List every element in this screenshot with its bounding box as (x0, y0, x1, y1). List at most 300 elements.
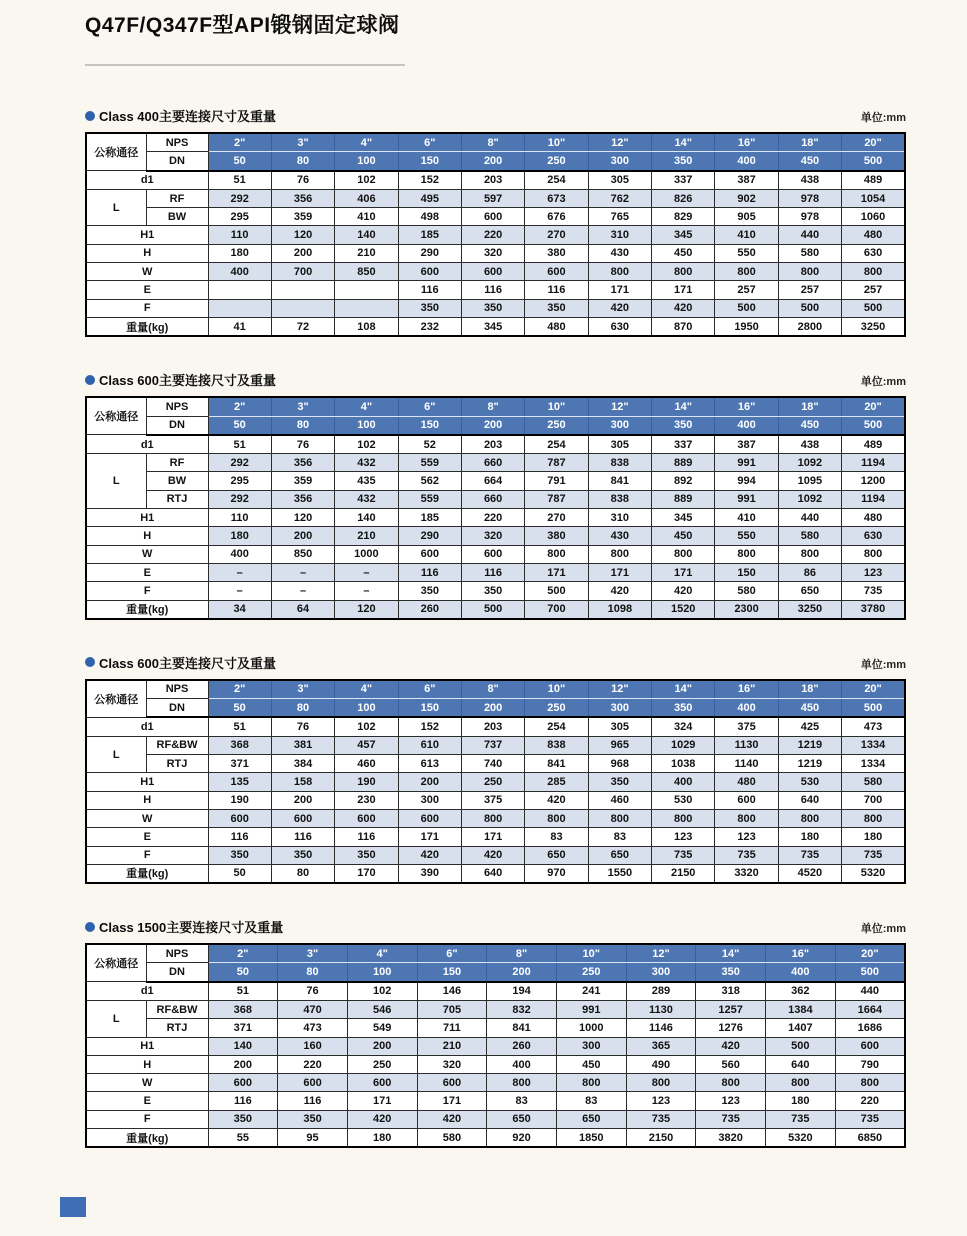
data-cell: 735 (842, 846, 905, 864)
data-cell: 6850 (835, 1129, 905, 1148)
data-cell: 83 (588, 828, 651, 846)
data-cell: 110 (208, 509, 271, 527)
nps-label: NPS (146, 944, 208, 963)
data-cell: 705 (417, 1000, 487, 1018)
row-label: H1 (86, 773, 208, 791)
data-cell: 600 (208, 1074, 278, 1092)
data-cell: 559 (398, 490, 461, 508)
row-label: 重量(kg) (86, 864, 208, 883)
row-label: E (86, 828, 208, 846)
data-cell: 435 (335, 472, 398, 490)
section-header (85, 106, 906, 125)
data-cell: 991 (556, 1000, 626, 1018)
data-cell: 241 (556, 982, 626, 1001)
nominal-diameter-label: 公称通径 (86, 397, 146, 435)
data-cell: 356 (271, 454, 334, 472)
data-cell: 1257 (696, 1000, 766, 1018)
data-cell: 800 (778, 809, 841, 827)
data-cell: 295 (208, 208, 271, 226)
nps-size-header: 18" (778, 680, 841, 699)
data-cell: 800 (588, 263, 651, 281)
nps-size-header: 20" (842, 397, 905, 416)
data-cell: 850 (271, 545, 334, 563)
dn-size-header: 350 (652, 699, 715, 718)
data-cell: 83 (487, 1092, 557, 1110)
data-cell: 384 (271, 755, 334, 773)
nps-size-header: 6" (398, 680, 461, 699)
data-cell: – (335, 582, 398, 600)
data-cell: 473 (278, 1019, 348, 1037)
data-cell: 232 (398, 317, 461, 336)
data-cell: 102 (335, 171, 398, 190)
table-row (86, 472, 905, 490)
row-label: E (86, 563, 208, 581)
data-cell: – (335, 563, 398, 581)
data-cell: 889 (652, 490, 715, 508)
data-cell: 350 (208, 846, 271, 864)
data-cell: 841 (588, 472, 651, 490)
data-cell: 546 (347, 1000, 417, 1018)
nps-size-header: 4" (335, 680, 398, 699)
table-row (86, 527, 905, 545)
data-cell: 457 (335, 736, 398, 754)
data-cell: 420 (525, 791, 588, 809)
data-cell: 257 (778, 281, 841, 299)
nps-size-header: 20" (835, 944, 905, 963)
data-cell: 737 (461, 736, 524, 754)
data-cell: 83 (525, 828, 588, 846)
data-cell: 562 (398, 472, 461, 490)
table-row (86, 509, 905, 527)
data-cell: 55 (208, 1129, 278, 1148)
row-label: H1 (86, 509, 208, 527)
data-cell: 650 (556, 1110, 626, 1128)
dn-size-header: 200 (487, 963, 557, 982)
data-cell: 76 (271, 717, 334, 736)
dn-size-header: 400 (715, 416, 778, 435)
table-row (86, 545, 905, 563)
data-cell: 365 (626, 1037, 696, 1055)
data-cell: 387 (715, 171, 778, 190)
data-cell: 210 (335, 527, 398, 545)
data-cell: 613 (398, 755, 461, 773)
data-cell: 473 (842, 717, 905, 736)
table-row (86, 717, 905, 736)
data-cell: 257 (842, 281, 905, 299)
data-cell: 1194 (842, 454, 905, 472)
unit-label: 单位:mm (860, 658, 906, 671)
page-content (85, 0, 906, 1148)
data-cell: 171 (525, 563, 588, 581)
data-cell: 1038 (652, 755, 715, 773)
dn-size-header: 300 (588, 416, 651, 435)
dimension-table (85, 132, 906, 337)
data-cell: 500 (778, 299, 841, 317)
dn-label: DN (146, 416, 208, 435)
data-cell: 530 (778, 773, 841, 791)
data-cell: 52 (398, 435, 461, 454)
data-cell: 171 (588, 281, 651, 299)
dn-size-header: 350 (652, 416, 715, 435)
dn-size-header: 200 (461, 416, 524, 435)
section-title-text: Class 600主要连接尺寸及重量 (99, 373, 276, 389)
data-cell: 791 (525, 472, 588, 490)
dn-size-header: 450 (778, 416, 841, 435)
data-cell: 3250 (842, 317, 905, 336)
data-cell: 171 (461, 828, 524, 846)
data-cell: 120 (335, 600, 398, 619)
data-cell: 1664 (835, 1000, 905, 1018)
data-cell: 356 (271, 490, 334, 508)
data-cell: 902 (715, 189, 778, 207)
data-cell: 650 (588, 846, 651, 864)
data-cell: 41 (208, 317, 271, 336)
row-label: d1 (86, 435, 208, 454)
nps-size-header: 12" (588, 397, 651, 416)
data-cell: 600 (417, 1074, 487, 1092)
data-cell: 120 (271, 226, 334, 244)
data-cell: 5320 (766, 1129, 836, 1148)
row-label: RF&BW (146, 1000, 208, 1018)
data-cell: 1029 (652, 736, 715, 754)
data-cell: 375 (715, 717, 778, 736)
dn-size-header: 500 (842, 152, 905, 171)
section-title (85, 653, 276, 672)
nps-size-header: 8" (487, 944, 557, 963)
dn-size-header: 250 (525, 416, 588, 435)
table-row (86, 736, 905, 754)
row-label: H (86, 527, 208, 545)
data-cell: 108 (335, 317, 398, 336)
data-cell: 800 (842, 545, 905, 563)
data-cell: 994 (715, 472, 778, 490)
data-cell: 1130 (626, 1000, 696, 1018)
data-cell: 1686 (835, 1019, 905, 1037)
data-cell: 580 (417, 1129, 487, 1148)
data-cell: 170 (335, 864, 398, 883)
data-cell: 171 (652, 563, 715, 581)
data-cell: 194 (487, 982, 557, 1001)
nps-size-header: 3" (271, 397, 334, 416)
data-cell: 630 (842, 527, 905, 545)
data-cell: 2300 (715, 600, 778, 619)
data-cell: 320 (461, 244, 524, 262)
data-cell: 1200 (842, 472, 905, 490)
data-cell: 371 (208, 755, 271, 773)
data-cell: 51 (208, 717, 271, 736)
data-cell: 800 (696, 1074, 766, 1092)
table-row (86, 791, 905, 809)
data-cell: 190 (335, 773, 398, 791)
data-cell: 489 (842, 435, 905, 454)
data-cell: 790 (835, 1055, 905, 1073)
data-cell: 180 (766, 1092, 836, 1110)
dn-size-header: 300 (588, 699, 651, 718)
data-cell: 368 (208, 1000, 278, 1018)
data-cell: 72 (271, 317, 334, 336)
section-header (85, 917, 906, 936)
data-cell: 965 (588, 736, 651, 754)
dn-size-header: 100 (335, 152, 398, 171)
dn-size-header: 80 (271, 416, 334, 435)
data-cell: – (271, 563, 334, 581)
nps-size-header: 16" (715, 680, 778, 699)
data-cell: 600 (271, 809, 334, 827)
data-cell: 438 (778, 171, 841, 190)
data-cell: 630 (588, 317, 651, 336)
data-cell: 350 (208, 1110, 278, 1128)
group-label: L (86, 189, 146, 226)
data-cell: 76 (271, 435, 334, 454)
data-cell: 580 (842, 773, 905, 791)
table-row (86, 600, 905, 619)
section-title-text: Class 600主要连接尺寸及重量 (99, 655, 276, 671)
data-cell: 110 (208, 226, 271, 244)
data-cell: 1140 (715, 755, 778, 773)
data-cell: 735 (715, 846, 778, 864)
table-section-3 (85, 653, 906, 884)
data-cell: 116 (525, 281, 588, 299)
section-title (85, 917, 283, 936)
dn-label: DN (146, 699, 208, 718)
data-cell: 1146 (626, 1019, 696, 1037)
data-cell: 560 (696, 1055, 766, 1073)
data-cell: 116 (398, 281, 461, 299)
data-cell: 410 (715, 226, 778, 244)
data-cell: 432 (335, 490, 398, 508)
data-cell: – (208, 582, 271, 600)
nps-size-header: 8" (461, 397, 524, 416)
dn-size-header: 500 (842, 416, 905, 435)
row-label: RTJ (146, 755, 208, 773)
group-label: L (86, 1000, 146, 1037)
data-cell: 600 (208, 809, 271, 827)
data-cell: 116 (208, 828, 271, 846)
data-cell: 400 (208, 545, 271, 563)
unit-label: 单位:mm (860, 376, 906, 389)
data-cell: 400 (208, 263, 271, 281)
dn-size-header: 200 (461, 699, 524, 718)
dn-size-header: 500 (842, 699, 905, 718)
data-cell: 489 (842, 171, 905, 190)
data-cell: 600 (461, 263, 524, 281)
data-cell: 305 (588, 171, 651, 190)
unit-label: 单位:mm (860, 923, 906, 936)
data-cell: 95 (278, 1129, 348, 1148)
data-cell: 500 (461, 600, 524, 619)
data-cell: 800 (766, 1074, 836, 1092)
data-cell: 1550 (588, 864, 651, 883)
nps-size-header: 6" (398, 397, 461, 416)
data-cell: 190 (208, 791, 271, 809)
data-cell: 870 (652, 317, 715, 336)
dn-size-header: 50 (208, 416, 271, 435)
data-cell: 1334 (842, 755, 905, 773)
data-cell: 3250 (778, 600, 841, 619)
data-cell: 460 (335, 755, 398, 773)
data-cell: 1000 (335, 545, 398, 563)
data-cell: 260 (398, 600, 461, 619)
data-cell: 140 (335, 226, 398, 244)
data-cell: 800 (525, 809, 588, 827)
nps-size-header: 10" (525, 397, 588, 416)
data-cell: 500 (715, 299, 778, 317)
data-cell: 800 (525, 545, 588, 563)
data-cell: 735 (842, 582, 905, 600)
data-cell: 200 (398, 773, 461, 791)
data-cell: – (271, 582, 334, 600)
row-label: 重量(kg) (86, 317, 208, 336)
data-cell: 841 (525, 755, 588, 773)
data-cell: 200 (208, 1055, 278, 1073)
dn-size-header: 350 (652, 152, 715, 171)
section-header (85, 370, 906, 389)
data-cell: 832 (487, 1000, 557, 1018)
data-cell: 257 (715, 281, 778, 299)
table-row (86, 189, 905, 207)
data-cell: 640 (778, 791, 841, 809)
data-cell: 892 (652, 472, 715, 490)
dn-size-header: 500 (835, 963, 905, 982)
data-cell: 359 (271, 208, 334, 226)
data-cell: 116 (271, 828, 334, 846)
data-cell: 116 (278, 1092, 348, 1110)
data-cell: 800 (652, 263, 715, 281)
data-cell (271, 299, 334, 317)
data-cell: 185 (398, 226, 461, 244)
dn-size-header: 250 (525, 699, 588, 718)
data-cell: 420 (417, 1110, 487, 1128)
data-cell: 337 (652, 435, 715, 454)
dn-size-header: 80 (271, 699, 334, 718)
data-cell: 387 (715, 435, 778, 454)
table-row (86, 244, 905, 262)
data-cell: 171 (347, 1092, 417, 1110)
table-section-4 (85, 917, 906, 1148)
data-cell: 1850 (556, 1129, 626, 1148)
data-cell: 200 (271, 244, 334, 262)
row-label: d1 (86, 982, 208, 1001)
data-cell: 838 (588, 454, 651, 472)
data-cell: 430 (588, 244, 651, 262)
nps-size-header: 8" (461, 133, 524, 152)
data-cell: 290 (398, 244, 461, 262)
nps-size-header: 8" (461, 680, 524, 699)
data-cell: 400 (487, 1055, 557, 1073)
data-cell: 490 (626, 1055, 696, 1073)
nps-label: NPS (146, 680, 208, 699)
group-label: L (86, 454, 146, 509)
data-cell: 1000 (556, 1019, 626, 1037)
data-cell: 787 (525, 454, 588, 472)
nps-size-header: 12" (626, 944, 696, 963)
nps-size-header: 12" (588, 680, 651, 699)
data-cell: 420 (696, 1037, 766, 1055)
table-row (86, 208, 905, 226)
data-cell: 800 (715, 809, 778, 827)
data-cell: 135 (208, 773, 271, 791)
data-cell: 700 (271, 263, 334, 281)
bullet-icon (85, 111, 95, 121)
row-label: H (86, 244, 208, 262)
data-cell: 640 (461, 864, 524, 883)
data-cell: 1194 (842, 490, 905, 508)
data-cell: 420 (347, 1110, 417, 1128)
row-label: F (86, 846, 208, 864)
data-cell: 800 (588, 545, 651, 563)
nominal-diameter-label: 公称通径 (86, 944, 146, 982)
data-cell: 420 (461, 846, 524, 864)
data-cell: 650 (525, 846, 588, 864)
data-cell: 991 (715, 454, 778, 472)
data-cell: 498 (398, 208, 461, 226)
data-cell: 3320 (715, 864, 778, 883)
dn-size-header: 300 (588, 152, 651, 171)
data-cell: 1219 (778, 755, 841, 773)
dn-size-header: 450 (778, 699, 841, 718)
data-cell: 254 (525, 435, 588, 454)
data-cell: 600 (835, 1037, 905, 1055)
data-cell: 203 (461, 171, 524, 190)
data-cell: 337 (652, 171, 715, 190)
data-cell: 550 (715, 244, 778, 262)
data-cell: 610 (398, 736, 461, 754)
data-cell: 250 (347, 1055, 417, 1073)
page-title: Q47F/Q347F型API锻钢固定球阀 (85, 14, 400, 37)
data-cell: 673 (525, 189, 588, 207)
data-cell: 889 (652, 454, 715, 472)
table-row (86, 281, 905, 299)
data-cell: 530 (652, 791, 715, 809)
data-cell: 230 (335, 791, 398, 809)
data-cell: 203 (461, 435, 524, 454)
row-label: BW (146, 208, 208, 226)
data-cell: 102 (335, 435, 398, 454)
table-row (86, 454, 905, 472)
data-cell: 1384 (766, 1000, 836, 1018)
data-cell: 362 (766, 982, 836, 1001)
row-label: F (86, 1110, 208, 1128)
data-cell: 660 (461, 454, 524, 472)
data-cell: 480 (525, 317, 588, 336)
table-row (86, 1055, 905, 1073)
data-cell: 160 (278, 1037, 348, 1055)
row-label: H1 (86, 1037, 208, 1055)
data-cell: 300 (398, 791, 461, 809)
data-cell: 290 (398, 527, 461, 545)
nps-size-header: 4" (335, 133, 398, 152)
data-cell (208, 281, 271, 299)
data-cell: 765 (588, 208, 651, 226)
table-row (86, 490, 905, 508)
data-cell: 800 (652, 545, 715, 563)
nps-size-header: 3" (271, 680, 334, 699)
row-label: 重量(kg) (86, 600, 208, 619)
data-cell: 116 (461, 281, 524, 299)
table-row (86, 563, 905, 581)
table-row (86, 435, 905, 454)
data-cell: 480 (842, 226, 905, 244)
nps-size-header: 2" (208, 397, 271, 416)
data-cell: 1098 (588, 600, 651, 619)
data-cell: 676 (525, 208, 588, 226)
data-cell (335, 281, 398, 299)
data-cell: 123 (842, 563, 905, 581)
table-row (86, 864, 905, 883)
data-cell: 350 (588, 773, 651, 791)
data-cell: 800 (588, 809, 651, 827)
data-cell: 440 (835, 982, 905, 1001)
